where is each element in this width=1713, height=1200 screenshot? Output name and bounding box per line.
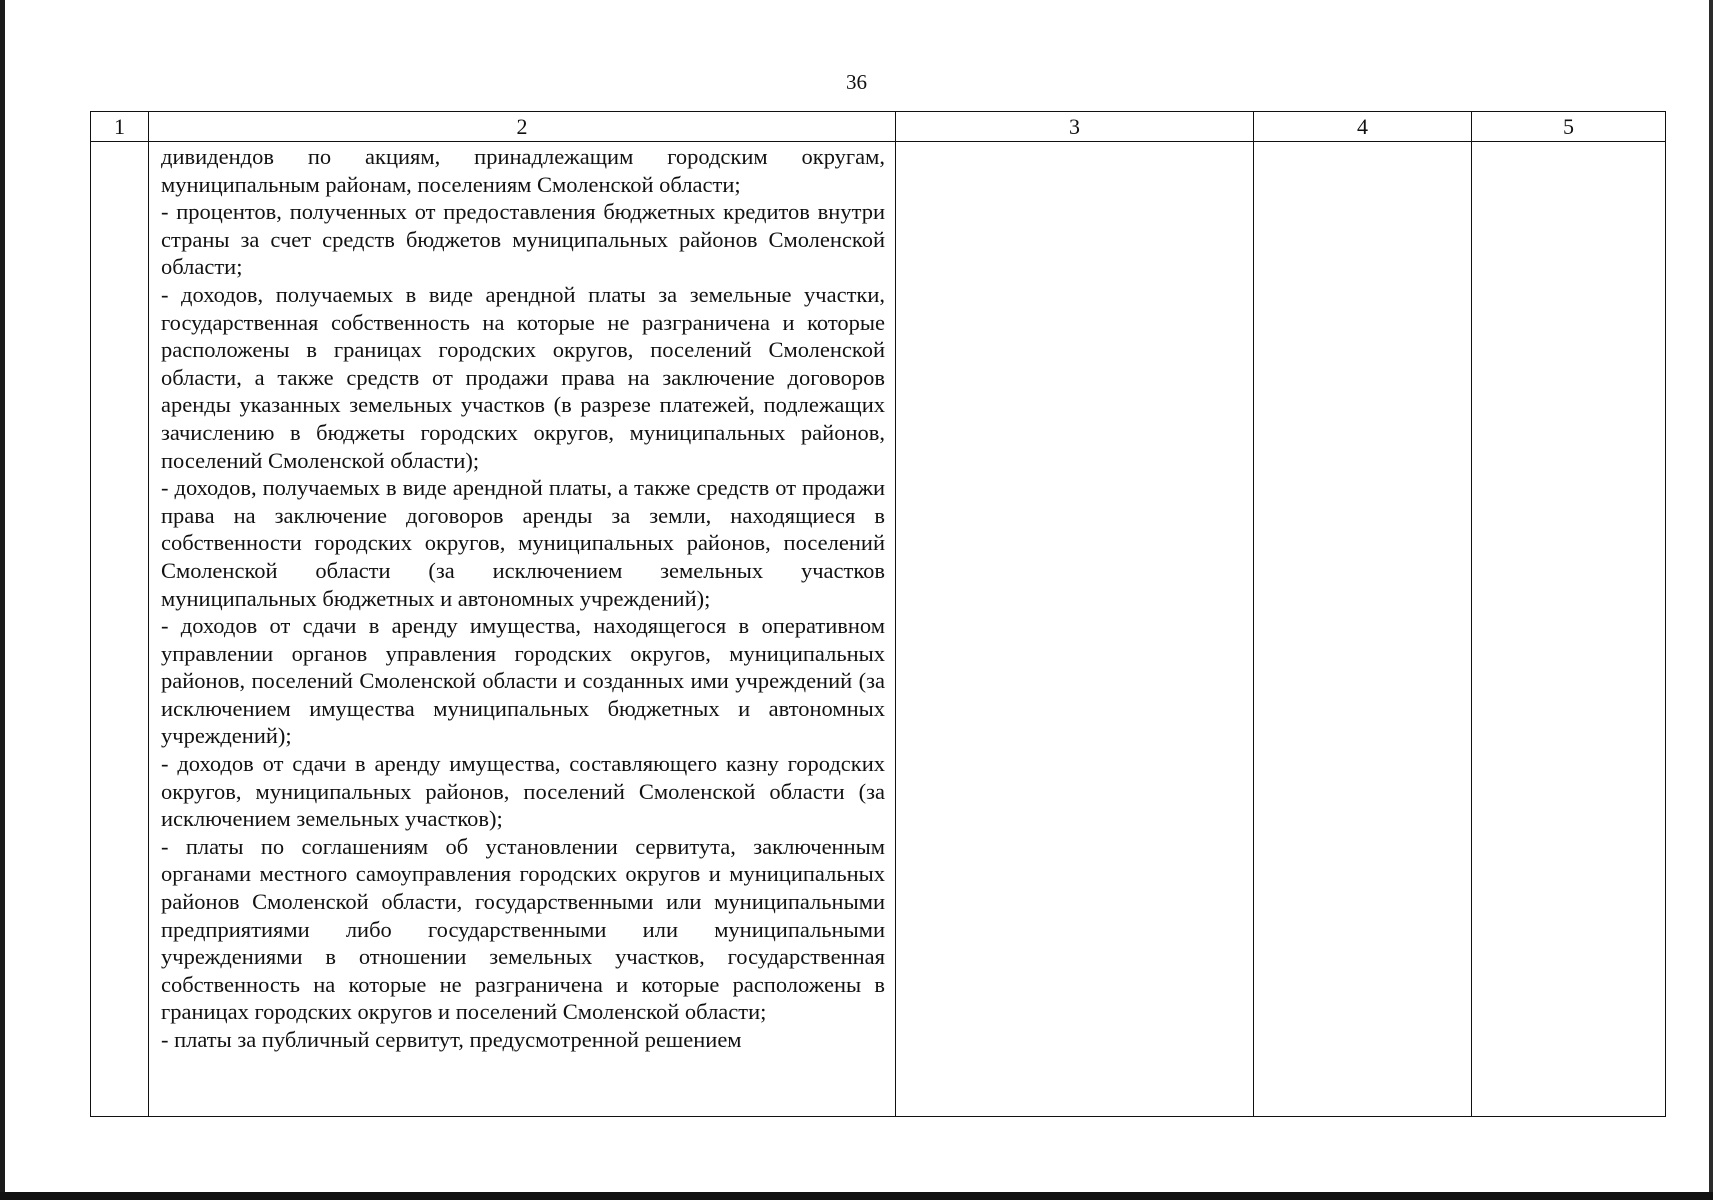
page-number: 36 — [846, 70, 867, 94]
income-paragraph: - доходов от сдачи в аренду имущества, находящегося в оперативном управлении органов управления городских округов, муниципальных районов, поселений Смоленской области и созданных ими учреждений (за исключением имущества муниципальных бюджетных и автономных учреждений); — [161, 613, 885, 749]
income-paragraph: - платы по соглашениям об установлении сервитута, заключенным органами местного самоуправления городских округов и муниципальных районов Смоленской области, государственными или муниципальными предприятиями либо государственными или муниципальными учреждениями в отношении земельных участков, государственная собственность на которые не разграничена и которые расположены в границах городских округов и поселений Смоленской области; — [161, 833, 885, 1025]
cell-col-2 — [149, 142, 896, 1117]
column-header-2: 2 — [149, 112, 896, 142]
income-paragraph: - доходов, получаемых в виде арендной платы за земельные участки, государственная собственность на которые не разграничена и которые расположены в границах городских округов, поселений Смоленской области, а также средств от продажи права на заключение договоров аренды указанных земельных участков (в разрезе платежей, подлежащих зачислению в бюджеты городских округов, муниципальных районов, поселений Смоленской области); — [161, 281, 885, 473]
income-paragraph: - платы за публичный сервитут, предусмотренной решением — [161, 1027, 742, 1052]
table-row — [91, 142, 1666, 1117]
cell-col-3 — [896, 142, 1254, 1117]
income-paragraph: - доходов от сдачи в аренду имущества, составляющего казну городских округов, муниципальных районов, поселений Смоленской области (за исключением земельных участков); — [161, 751, 885, 832]
column-header-5: 5 — [1472, 112, 1666, 142]
cell-col-1 — [91, 142, 149, 1117]
document-table — [90, 111, 1666, 1117]
scan-right-edge — [1709, 0, 1713, 1200]
income-list — [149, 142, 895, 1116]
income-paragraph: - доходов, получаемых в виде арендной платы, а также средств от продажи права на заключение договоров аренды за земли, находящиеся в собственности городских округов, муниципальных районов, поселений Смоленской области (за исключением земельных участков муниципальных бюджетных и автономных учреждений); — [161, 475, 885, 611]
column-header-1: 1 — [91, 112, 149, 142]
column-header-4: 4 — [1254, 112, 1472, 142]
income-paragraph: дивидендов по акциям, принадлежащим городским округам, муниципальным районам, поселениям Смоленской области; — [161, 144, 885, 197]
cell-col-4 — [1254, 142, 1472, 1117]
income-paragraph: - процентов, полученных от предоставления бюджетных кредитов внутри страны за счет средств бюджетов муниципальных районов Смоленской области; — [161, 199, 885, 280]
scan-bottom-edge — [0, 1192, 1713, 1200]
scan-left-edge — [0, 0, 5, 1200]
table-header-row — [91, 112, 1666, 142]
column-header-3: 3 — [896, 112, 1254, 142]
cell-col-5 — [1472, 142, 1666, 1117]
